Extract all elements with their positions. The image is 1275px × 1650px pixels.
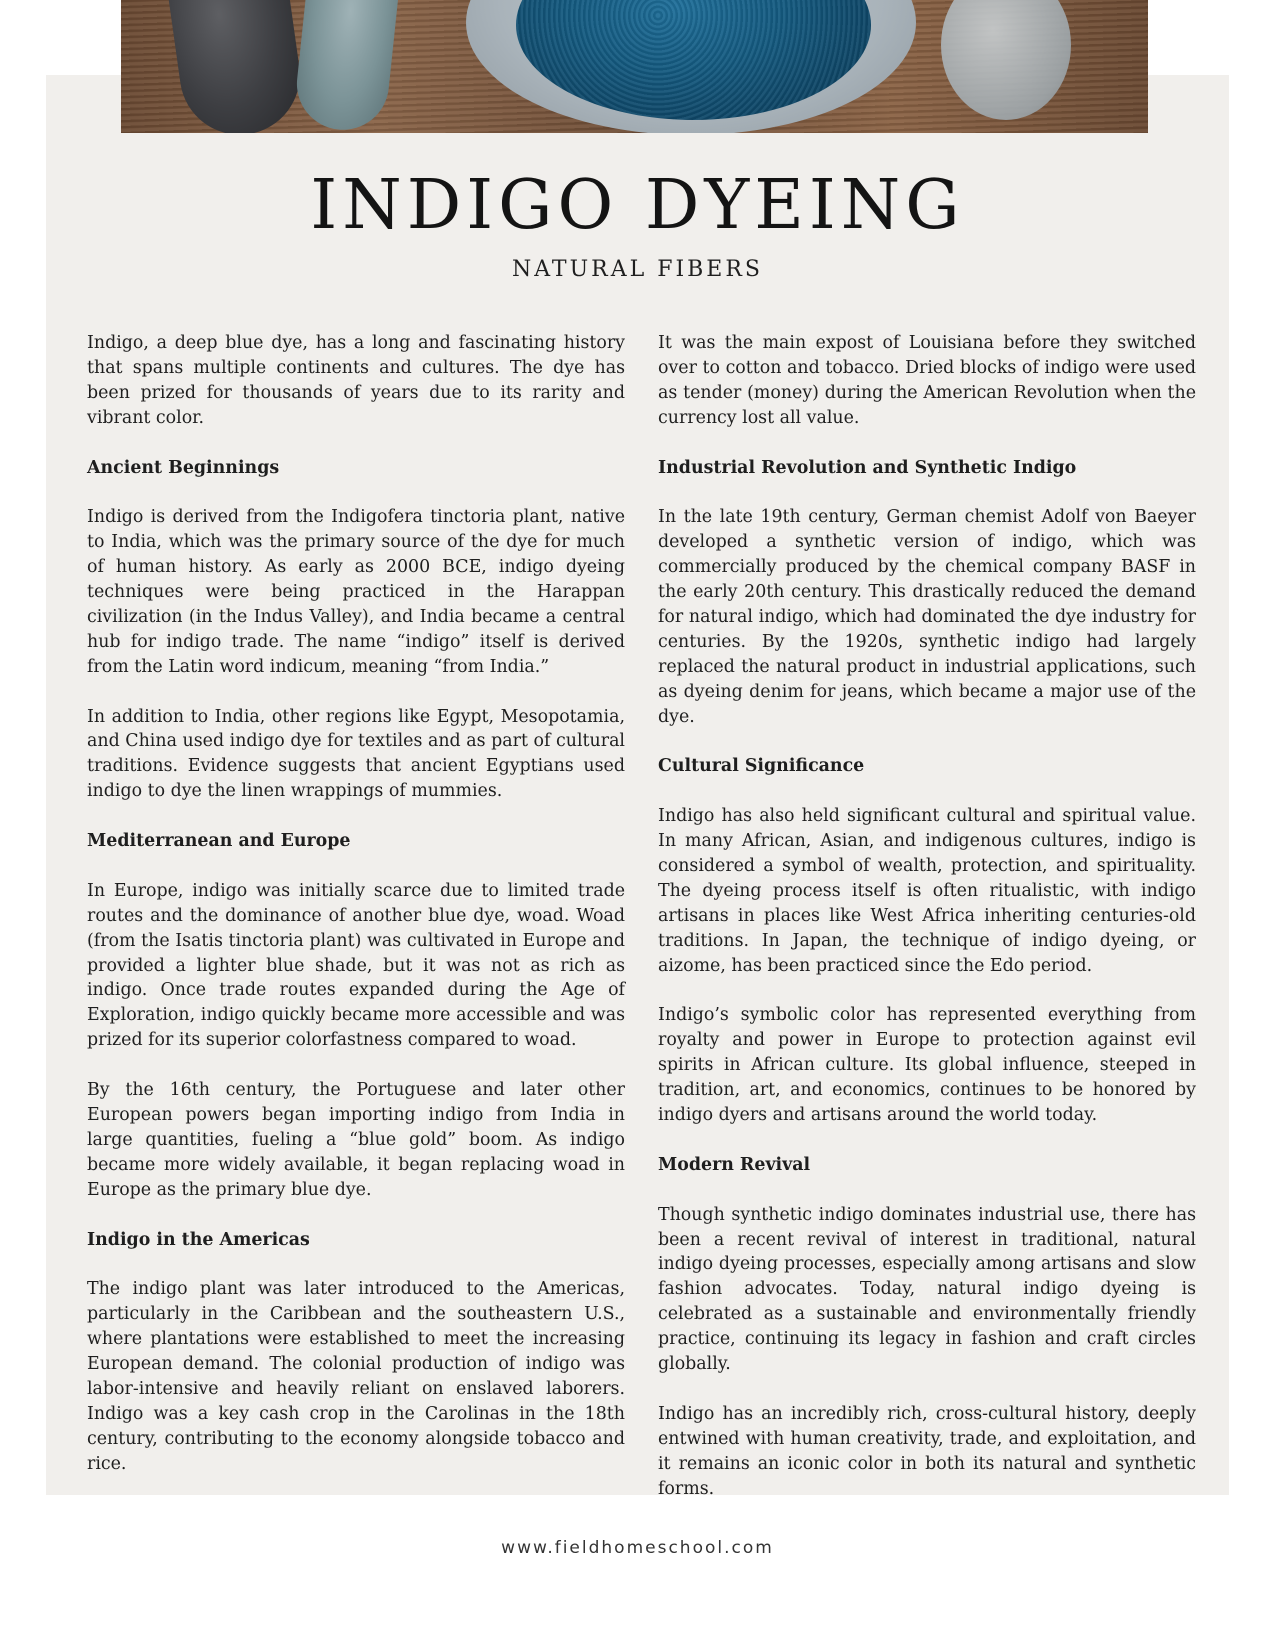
ancient-paragraph-2: In addition to India, other regions like Egypt, Mesopotamia, and China used indigo dye for textiles and as part of cultural traditions. Evidence suggests that ancient Egyptians used indigo to dye the linen wrappings of mummies. — [87, 706, 625, 802]
footer-website-link[interactable]: www.fieldhomeschool.com — [501, 1538, 774, 1558]
europe-paragraph-2: By the 16th century, the Portuguese and later other European powers began importing indigo from India in large quantities, fueling a “blue gold” boom. As indigo became more widely available, it began replacing woad in Europe as the primary blue dye. — [87, 1080, 625, 1200]
page-title: INDIGO DYEING — [310, 166, 965, 245]
cultural-paragraph-2: Indigo’s symbolic color has represented everything from royalty and power in Europe to protection against evil spirits in African culture. Its global influence, steeped in tradition, art, and economics, continues to be honored by indigo dyers and artisans around the world today. — [658, 1005, 1196, 1126]
page-subtitle: NATURAL FIBERS — [511, 257, 764, 282]
industrial-paragraph-1: In the late 19th century, German chemist Adolf von Baeyer developed a synthetic version of indigo, which was commercially produced by the chemical company BASF in the early 20th century. This drastically reduced the demand for natural indigo, which had dominated the dye industry for centuries. By the 1920s, synthetic indigo had largely replaced the natural product in industrial applications, such as dyeing denim for jeans, which became a major use of the dye. — [658, 507, 1196, 727]
europe-paragraph-1: In Europe, indigo was initially scarce due to limited trade routes and the dominance of another blue dye, woad. Woad (from the Isatis tinctoria plant) was cultivated in Europe and provided a lighter blue shade, but it was not as rich as indigo. Once trade routes expanded during the Age of Exploration, indigo quickly became more accessible and was prized for its superior colorfastness compared to woad. — [87, 880, 625, 1051]
modern-paragraph-1: Though synthetic indigo dominates industrial use, there has been a recent revival of interest in traditional, natural indigo dyeing processes, especially among artisans and slow fashion advocates. Today, natural indigo dyeing is celebrated as a sustainable and environmentally friendly practice, continuing its legacy in fashion and craft circles globally. — [658, 1204, 1196, 1375]
section-heading-industrial: Industrial Revolution and Synthetic Indigo — [658, 457, 1077, 478]
modern-paragraph-2: Indigo has an incredibly rich, cross-cultural history, deeply entwined with human creativity, trade, and exploitation, and it remains an iconic color in both its natural and synthetic forms. — [658, 1403, 1196, 1499]
ancient-paragraph-1: Indigo is derived from the Indigofera tinctoria plant, native to India, which was the primary source of the dye for much of human history. As early as 2000 BCE, indigo dyeing techniques were being practiced in the Harappan civilization (in the Indus Valley), and India became a central hub for indigo trade. The name “indigo” itself is derived from the Latin word indicum, meaning “from India.” — [87, 507, 625, 677]
americas-paragraph-1: The indigo plant was later introduced to the Americas, particularly in the Caribbean and the southeastern U.S., where plantations were established to meet the increasing European demand. The colonial production of indigo was labor-intensive and heavily reliant on enslaved laborers. Indigo was a key cash crop in the Carolinas in the 18th century, contributing to the economy alongside tobacco and rice. — [87, 1279, 625, 1474]
section-heading-ancient: Ancient Beginnings — [87, 457, 280, 478]
section-heading-modern: Modern Revival — [658, 1154, 811, 1175]
hero-photo-indigo-powder — [121, 0, 1148, 133]
left-column — [87, 331, 625, 1501]
right-column — [658, 331, 1196, 1526]
section-heading-europe: Mediterranean and Europe — [87, 831, 351, 852]
section-heading-cultural: Cultural Significance — [658, 756, 865, 777]
section-heading-americas: Indigo in the Americas — [87, 1229, 310, 1250]
americas-paragraph-2: It was the main expost of Louisiana before they switched over to cotton and tobacco. Dried blocks of indigo were used as tender (money) during the American Revolution when the currency lost all value. — [658, 333, 1196, 428]
intro-paragraph: Indigo, a deep blue dye, has a long and fascinating history that spans multiple continents and cultures. The dye has been prized for thousands of years due to its rarity and vibrant color. — [87, 333, 625, 428]
cultural-paragraph-1: Indigo has also held significant cultural and spiritual value. In many African, Asian, and indigenous cultures, indigo is considered a symbol of wealth, protection, and spirituality. The dyeing process itself is often ritualistic, with indigo artisans in places like West Africa inheriting centuries-old traditions. In Japan, the technique of indigo dyeing, or aizome, has been practiced since the Edo period. — [658, 806, 1196, 976]
